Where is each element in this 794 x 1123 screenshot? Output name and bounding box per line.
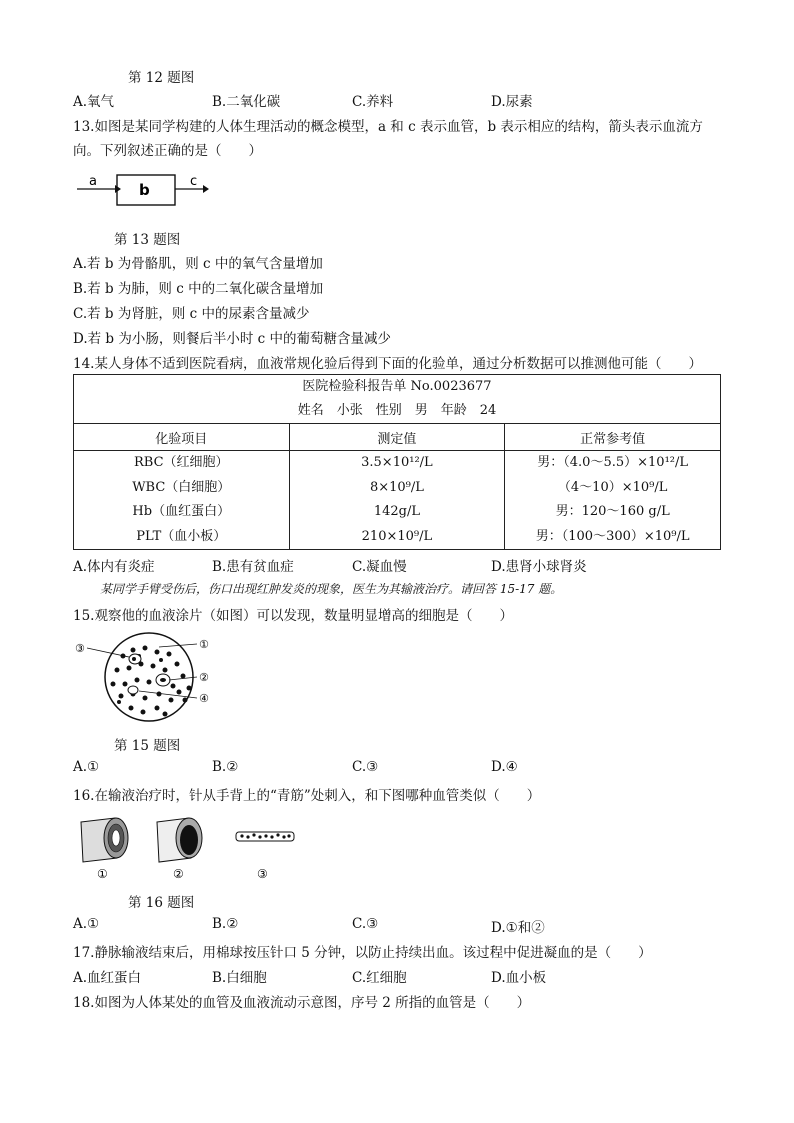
- q18-stem: 18.如图为人体某处的血管及血液流动示意图，序号 2 所指的血管是（ ）: [73, 995, 531, 1011]
- q13-option-b: B.若 b 为肺，则 c 中的二氧化碳含量增加: [73, 281, 324, 297]
- report-title: 医院检验科报告单 No.0023677: [302, 379, 492, 394]
- smear-label-1: ①: [199, 638, 209, 651]
- report-refs-cell: [505, 451, 721, 550]
- q13-option-c: C.若 b 为肾脏，则 c 中的尿素含量减少: [73, 306, 310, 322]
- q15-options: [73, 759, 733, 777]
- vessel-label-2: ②: [173, 867, 184, 881]
- q16-options: [73, 916, 733, 934]
- q12-option-a: A.氧气: [73, 94, 115, 110]
- q15-option-a: A.①: [73, 759, 100, 775]
- report-ref: 男：（4.0～5.5）×10¹²/L: [537, 455, 689, 470]
- q14-option-b: B.患有贫血症: [212, 559, 294, 575]
- q14-option-d: D.患肾小球肾炎: [491, 559, 587, 575]
- report-values-cell: [289, 451, 505, 550]
- q17-option-c: C.红细胞: [352, 970, 407, 986]
- vessel-label-1: ①: [97, 867, 108, 881]
- smear-label-3: ③: [75, 642, 85, 655]
- q13-stem-line1: 13.如图是某同学构建的人体生理活动的概念模型，a 和 c 表示血管，b 表示相应的结构，箭头表示血流方: [73, 119, 703, 135]
- q13-label-c: c: [190, 174, 198, 189]
- q13-caption: 第 13 题图: [114, 232, 181, 248]
- q15-option-c: C.③: [352, 759, 379, 775]
- report-header: [74, 375, 721, 424]
- col-header-item: 化验项目: [74, 424, 290, 451]
- q15-stem: 15.观察他的血液涂片（如图）可以发现，数量明显增高的细胞是（ ）: [73, 608, 513, 624]
- q16-caption: 第 16 题图: [128, 895, 195, 911]
- q13-option-d: D.若 b 为小肠，则餐后半小时 c 中的葡萄糖含量减少: [73, 331, 392, 347]
- report-items-cell: [74, 451, 290, 550]
- q17-option-a: A.血红蛋白: [73, 970, 142, 986]
- q14-stem: 14.某人身体不适到医院看病，血液常规化验后得到下面的化验单，通过分析数据可以推测他可能（ ）: [73, 356, 702, 372]
- smear-label-4: ④: [199, 692, 209, 705]
- q17-option-b: B.白细胞: [212, 970, 267, 986]
- q17-options: [73, 966, 733, 984]
- q16-option-b: B.②: [212, 916, 239, 932]
- report-value: 8×10⁹/L: [369, 479, 424, 495]
- vessel-2: [157, 818, 202, 862]
- col-header-value: 测定值: [289, 424, 505, 451]
- q13-label-b: b: [139, 181, 150, 199]
- report-ref: 男：（100～300）×10⁹/L: [535, 528, 690, 544]
- q12-option-c: C.养料: [352, 94, 394, 110]
- blood-vessels-diagram: [73, 810, 303, 882]
- q16-stem: 16.在输液治疗时，针从手背上的“青筋”处刺入，和下图哪种血管类似（ ）: [73, 788, 541, 804]
- col-header-ref: 正常参考值: [505, 424, 721, 451]
- q13-option-a: A.若 b 为骨骼肌，则 c 中的氧气含量增加: [73, 256, 323, 272]
- q17-stem: 17.静脉输液结束后，用棉球按压针口 5 分钟，以防止持续出血。该过程中促进凝血的是（ ）: [73, 945, 652, 961]
- q16-option-c: C.③: [352, 916, 379, 932]
- q15-caption: 第 15 题图: [114, 738, 181, 754]
- q13-stem-line2: 向。下列叙述正确的是（ ）: [73, 143, 262, 159]
- report-value: 3.5×10¹²/L: [361, 455, 433, 470]
- report-item: RBC（红细胞）: [133, 455, 229, 470]
- q15-option-b: B.②: [212, 759, 239, 775]
- report-item: Hb（血红蛋白）: [132, 504, 231, 519]
- report-item: PLT（血小板）: [136, 528, 227, 544]
- lab-report-table: [73, 374, 721, 550]
- report-item: WBC（白细胞）: [132, 479, 231, 495]
- report-patient: 姓名 小张 性别 男 年龄 24: [297, 403, 497, 418]
- vessel-label-3: ③: [257, 867, 268, 881]
- vessel-3: [236, 832, 294, 841]
- q15-option-d: D.④: [491, 759, 518, 775]
- blood-smear-diagram: [73, 628, 223, 724]
- vessel-1: [81, 818, 128, 862]
- q12-caption: 第 12 题图: [128, 70, 195, 86]
- q12-option-d: D.尿素: [491, 94, 533, 110]
- q15-17-intro: 某同学手臂受伤后，伤口出现红肿发炎的现象，医生为其输液治疗。请回答 15-17 题。: [100, 582, 563, 596]
- q16-option-a: A.①: [73, 916, 100, 932]
- q12-option-b: B.二氧化碳: [212, 94, 281, 110]
- report-ref: 男：120～160 g/L: [555, 504, 670, 519]
- q13-diagram: [73, 168, 213, 210]
- q12-options: [73, 90, 733, 108]
- report-ref: （4～10）×10⁹/L: [557, 479, 668, 495]
- q14-option-a: A.体内有炎症: [73, 559, 155, 575]
- q14-option-c: C.凝血慢: [352, 559, 407, 575]
- q13-label-a: a: [89, 174, 97, 189]
- smear-label-2: ②: [199, 671, 209, 684]
- q14-options: [73, 555, 733, 573]
- report-value: 210×10⁹/L: [361, 528, 433, 544]
- q16-option-d: D.①和②: [491, 920, 545, 936]
- report-value: 142g/L: [373, 504, 420, 519]
- q17-option-d: D.血小板: [491, 970, 547, 986]
